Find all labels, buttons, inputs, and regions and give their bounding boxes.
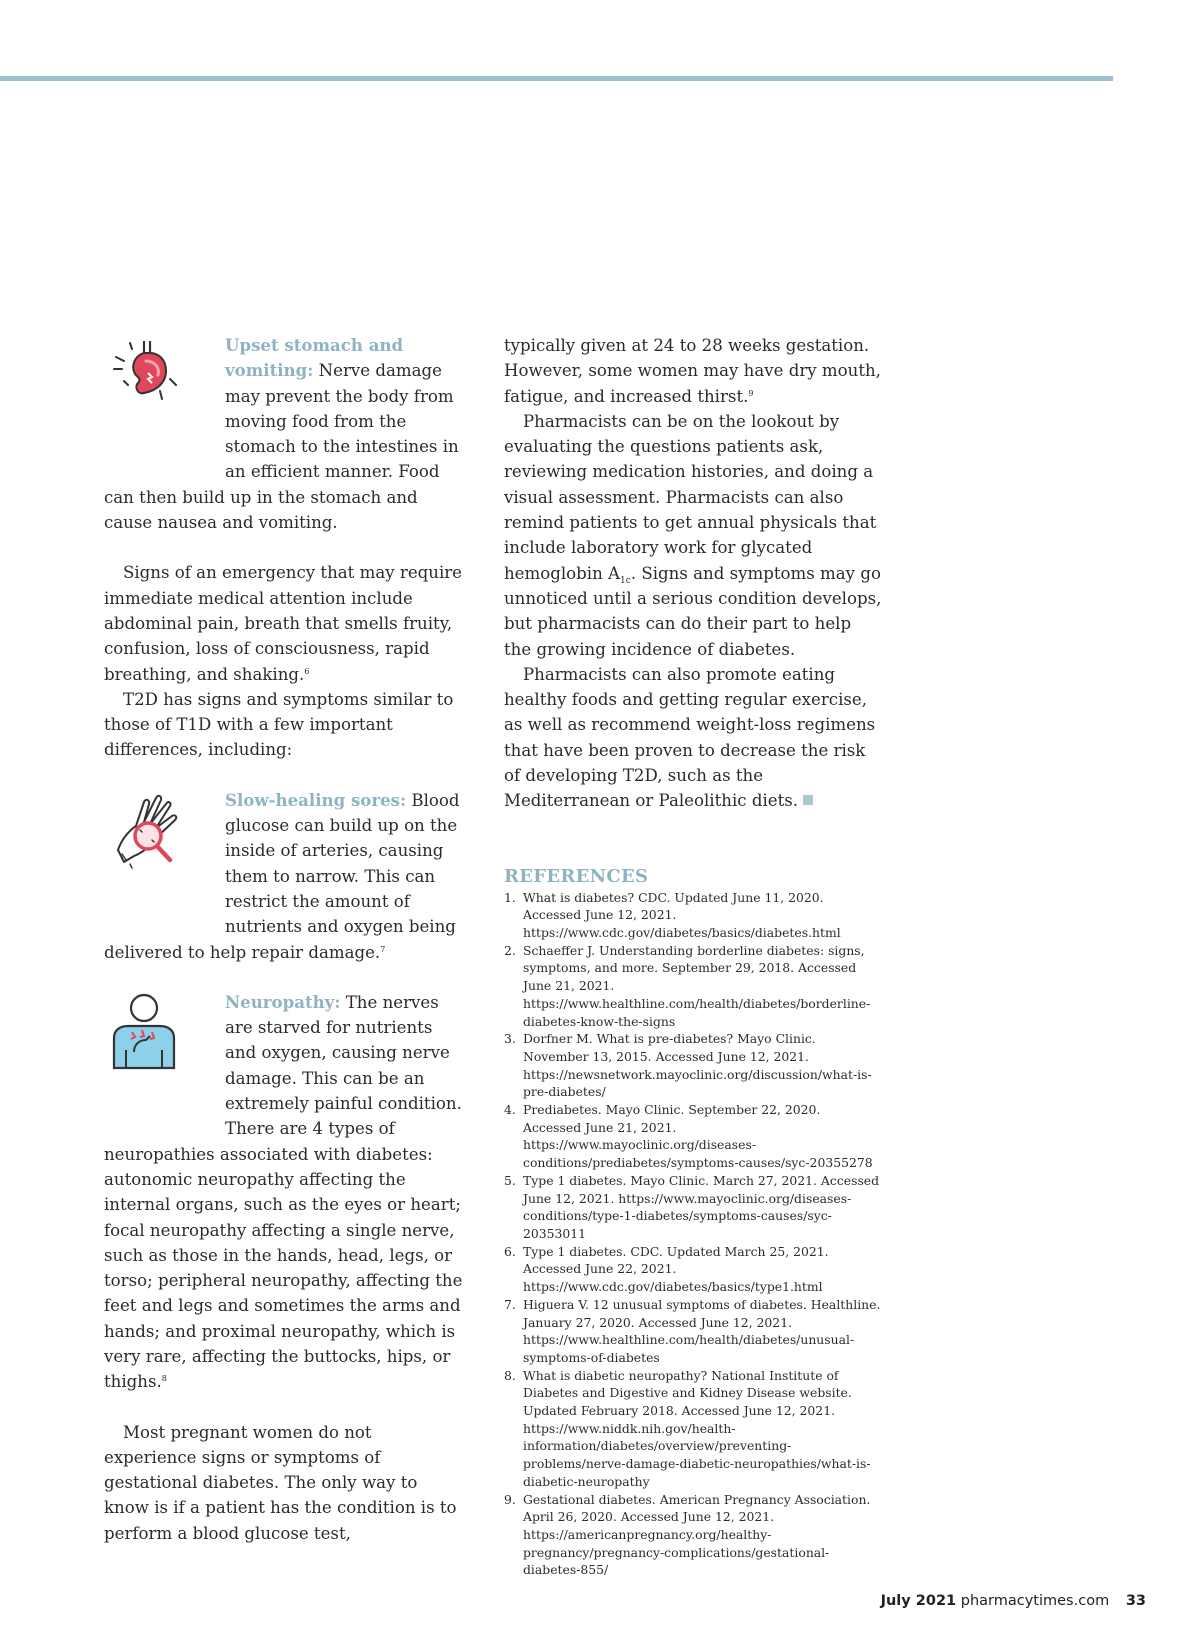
pharmacists-paragraph-2 [504, 662, 882, 814]
page-footer [881, 1593, 1146, 1609]
footer-site: pharmacytimes.com [960, 1593, 1110, 1609]
reference-item [504, 889, 882, 942]
neuropathy-icon [104, 992, 225, 1118]
reference-item [504, 1030, 882, 1101]
references-heading: REFERENCES [504, 865, 649, 887]
reference-text: Dorfner M. What is pre-diabetes? Mayo Clinic. November 13, 2015. Accessed June 12, 2021. https://newsnetwork.mayoclinic.org/discussion/what-is-pre-diabetes/ [523, 1031, 872, 1100]
footer-month: July 2021 [880, 1593, 957, 1609]
reference-text: What is diabetic neuropathy? National Institute of Diabetes and Digestive and Kidney Disease website. Updated February 2018. Accessed June 12, 2021. https://www.niddk.nih.gov/health-information/diabetes/overview/preventing-problems/nerve-damage-diabetic-neuropathies/what-is-diabetic-neuropathy [523, 1367, 871, 1489]
stomach-icon [104, 335, 225, 461]
reference-text: Type 1 diabetes. CDC. Updated March 25, 2021. Accessed June 22, 2021. https://www.cdc.gov/diabetes/basics/type1.html [523, 1243, 829, 1295]
reference-number: 3. [504, 1031, 516, 1047]
pharmacists-text-b: . Signs and symptoms may go unnoticed until a serious condition develops, but pharmacists can do their part to help the growing incidence of diabetes. [504, 563, 882, 659]
reference-number: 7. [504, 1296, 516, 1312]
reference-item [504, 1172, 882, 1243]
reference-text: Higuera V. 12 unusual symptoms of diabetes. Healthline. January 27, 2020. Accessed June 12, 2021. https://www.healthline.com/health/diabetes/unusual-symptoms-of-diabetes [523, 1296, 881, 1365]
a1c-subscript: 1c [620, 575, 631, 586]
ref-marker: 7 [380, 944, 386, 954]
reference-item [504, 1296, 882, 1367]
reference-item [504, 1101, 882, 1172]
upset-stomach-heading: Upset stomach and vomiting: [225, 335, 404, 381]
pharmacists-text-2: Pharmacists can also promote eating healthy foods and getting regular exercise, as well as recommend weight-loss regimens that have been proven to decrease the risk of developing T2D, such as the Mediterranean or Paleolithic diets. [504, 664, 876, 811]
reference-text: What is diabetes? CDC. Updated June 11, 2020. Accessed June 12, 2021. https://www.cdc.gov/diabetes/basics/diabetes.html [523, 889, 841, 941]
gestational-paragraph: Most pregnant women do not experience signs or symptoms of gestational diabetes. The only way to know is if a patient has the condition is to perform a blood glucose test, [104, 1422, 457, 1543]
reference-text: Prediabetes. Mayo Clinic. September 22, 2020. Accessed June 21, 2021. https://www.mayoclinic.org/diseases-conditions/prediabetes/symptoms-causes/syc-20355278 [523, 1102, 873, 1171]
neuropathy-body: The nerves are starved for nutrients and oxygen, causing nerve damage. This can be an extremely painful condition. There are 4 types of neuropathies associated with diabetes: autonomic neuropathy affecting the internal organs, such as the eyes or heart; focal neuropathy affecting a single nerve, such as those in the hands, head, legs, or torso; peripheral neuropathy, affecting the feet and legs and sometimes the arms and hands; and proximal neuropathy, which is very rare, affecting the buttocks, hips, or thighs. [104, 992, 463, 1392]
slow-healing-heading: Slow-healing sores: [225, 789, 407, 810]
hand-sore-icon [104, 790, 225, 916]
reference-number: 5. [504, 1172, 516, 1188]
reference-number: 8. [504, 1367, 516, 1383]
reference-number: 1. [504, 889, 516, 905]
slow-healing-body: Blood glucose can build up on the inside of arteries, causing them to narrow. This can restrict the amount of nutrients and oxygen being delivered to help repair damage. [104, 790, 460, 962]
reference-number: 6. [504, 1243, 516, 1259]
reference-text: Schaeffer J. Understanding borderline diabetes: signs, symptoms, and more. September 29, 2018. Accessed June 21, 2021. https://www.healthline.com/health/diabetes/borderline-diabetes-know-the-signs [523, 942, 871, 1029]
upset-stomach-body: Nerve damage may prevent the body from moving food from the stomach to the intestines in an efficient manner. Food can then build up in the stomach and cause nausea and vomiting. [104, 361, 459, 533]
reference-text: Type 1 diabetes. Mayo Clinic. March 27, 2021. Accessed June 12, 2021. https://www.mayoclinic.org/diseases-conditions/type-1-diabetes/symptoms-causes/syc-20353011 [523, 1172, 880, 1241]
right-column [504, 333, 882, 1579]
reference-number: 2. [504, 942, 516, 958]
emergency-paragraph [104, 560, 466, 686]
reference-item [504, 1367, 882, 1491]
top-rule [0, 76, 1113, 81]
page-number: 33 [1125, 1593, 1146, 1609]
ref-marker: 9 [748, 388, 754, 398]
pharmacists-paragraph-1 [504, 409, 882, 662]
reference-number: 9. [504, 1491, 516, 1507]
continued-text: typically given at 24 to 28 weeks gestation. However, some women may have dry mouth, fatigue, and increased thirst. [504, 336, 881, 406]
pharmacists-text-a: Pharmacists can be on the lookout by evaluating the questions patients ask, reviewing medication histories, and doing a visual assessment. Pharmacists can also remind patients to get annual physicals that include laboratory work for glycated hemoglobin A [504, 411, 877, 583]
references-list [504, 889, 882, 1579]
reference-item [504, 1243, 882, 1296]
ref-marker: 6 [304, 666, 310, 676]
t2d-paragraph: T2D has signs and symptoms similar to those of T1D with a few important differences, including: [104, 689, 454, 760]
emergency-text: Signs of an emergency that may require immediate medical attention include abdominal pain, breath that smells fruity, confusion, loss of consciousness, rapid breathing, and shaking. [104, 563, 463, 684]
continued-paragraph [504, 333, 882, 409]
reference-item [504, 942, 882, 1031]
reference-number: 4. [504, 1102, 516, 1118]
end-mark-icon [803, 795, 813, 805]
ref-marker: 8 [161, 1374, 167, 1384]
reference-text: Gestational diabetes. American Pregnancy Association. April 26, 2020. Accessed June 12, 2021. https://americanpregnancy.org/healthy-pregnancy/pregnancy-complications/gestational-diabetes-855/ [523, 1491, 871, 1578]
neuropathy-heading: Neuropathy: [225, 991, 341, 1012]
reference-item [504, 1491, 882, 1580]
left-column [104, 333, 466, 1546]
